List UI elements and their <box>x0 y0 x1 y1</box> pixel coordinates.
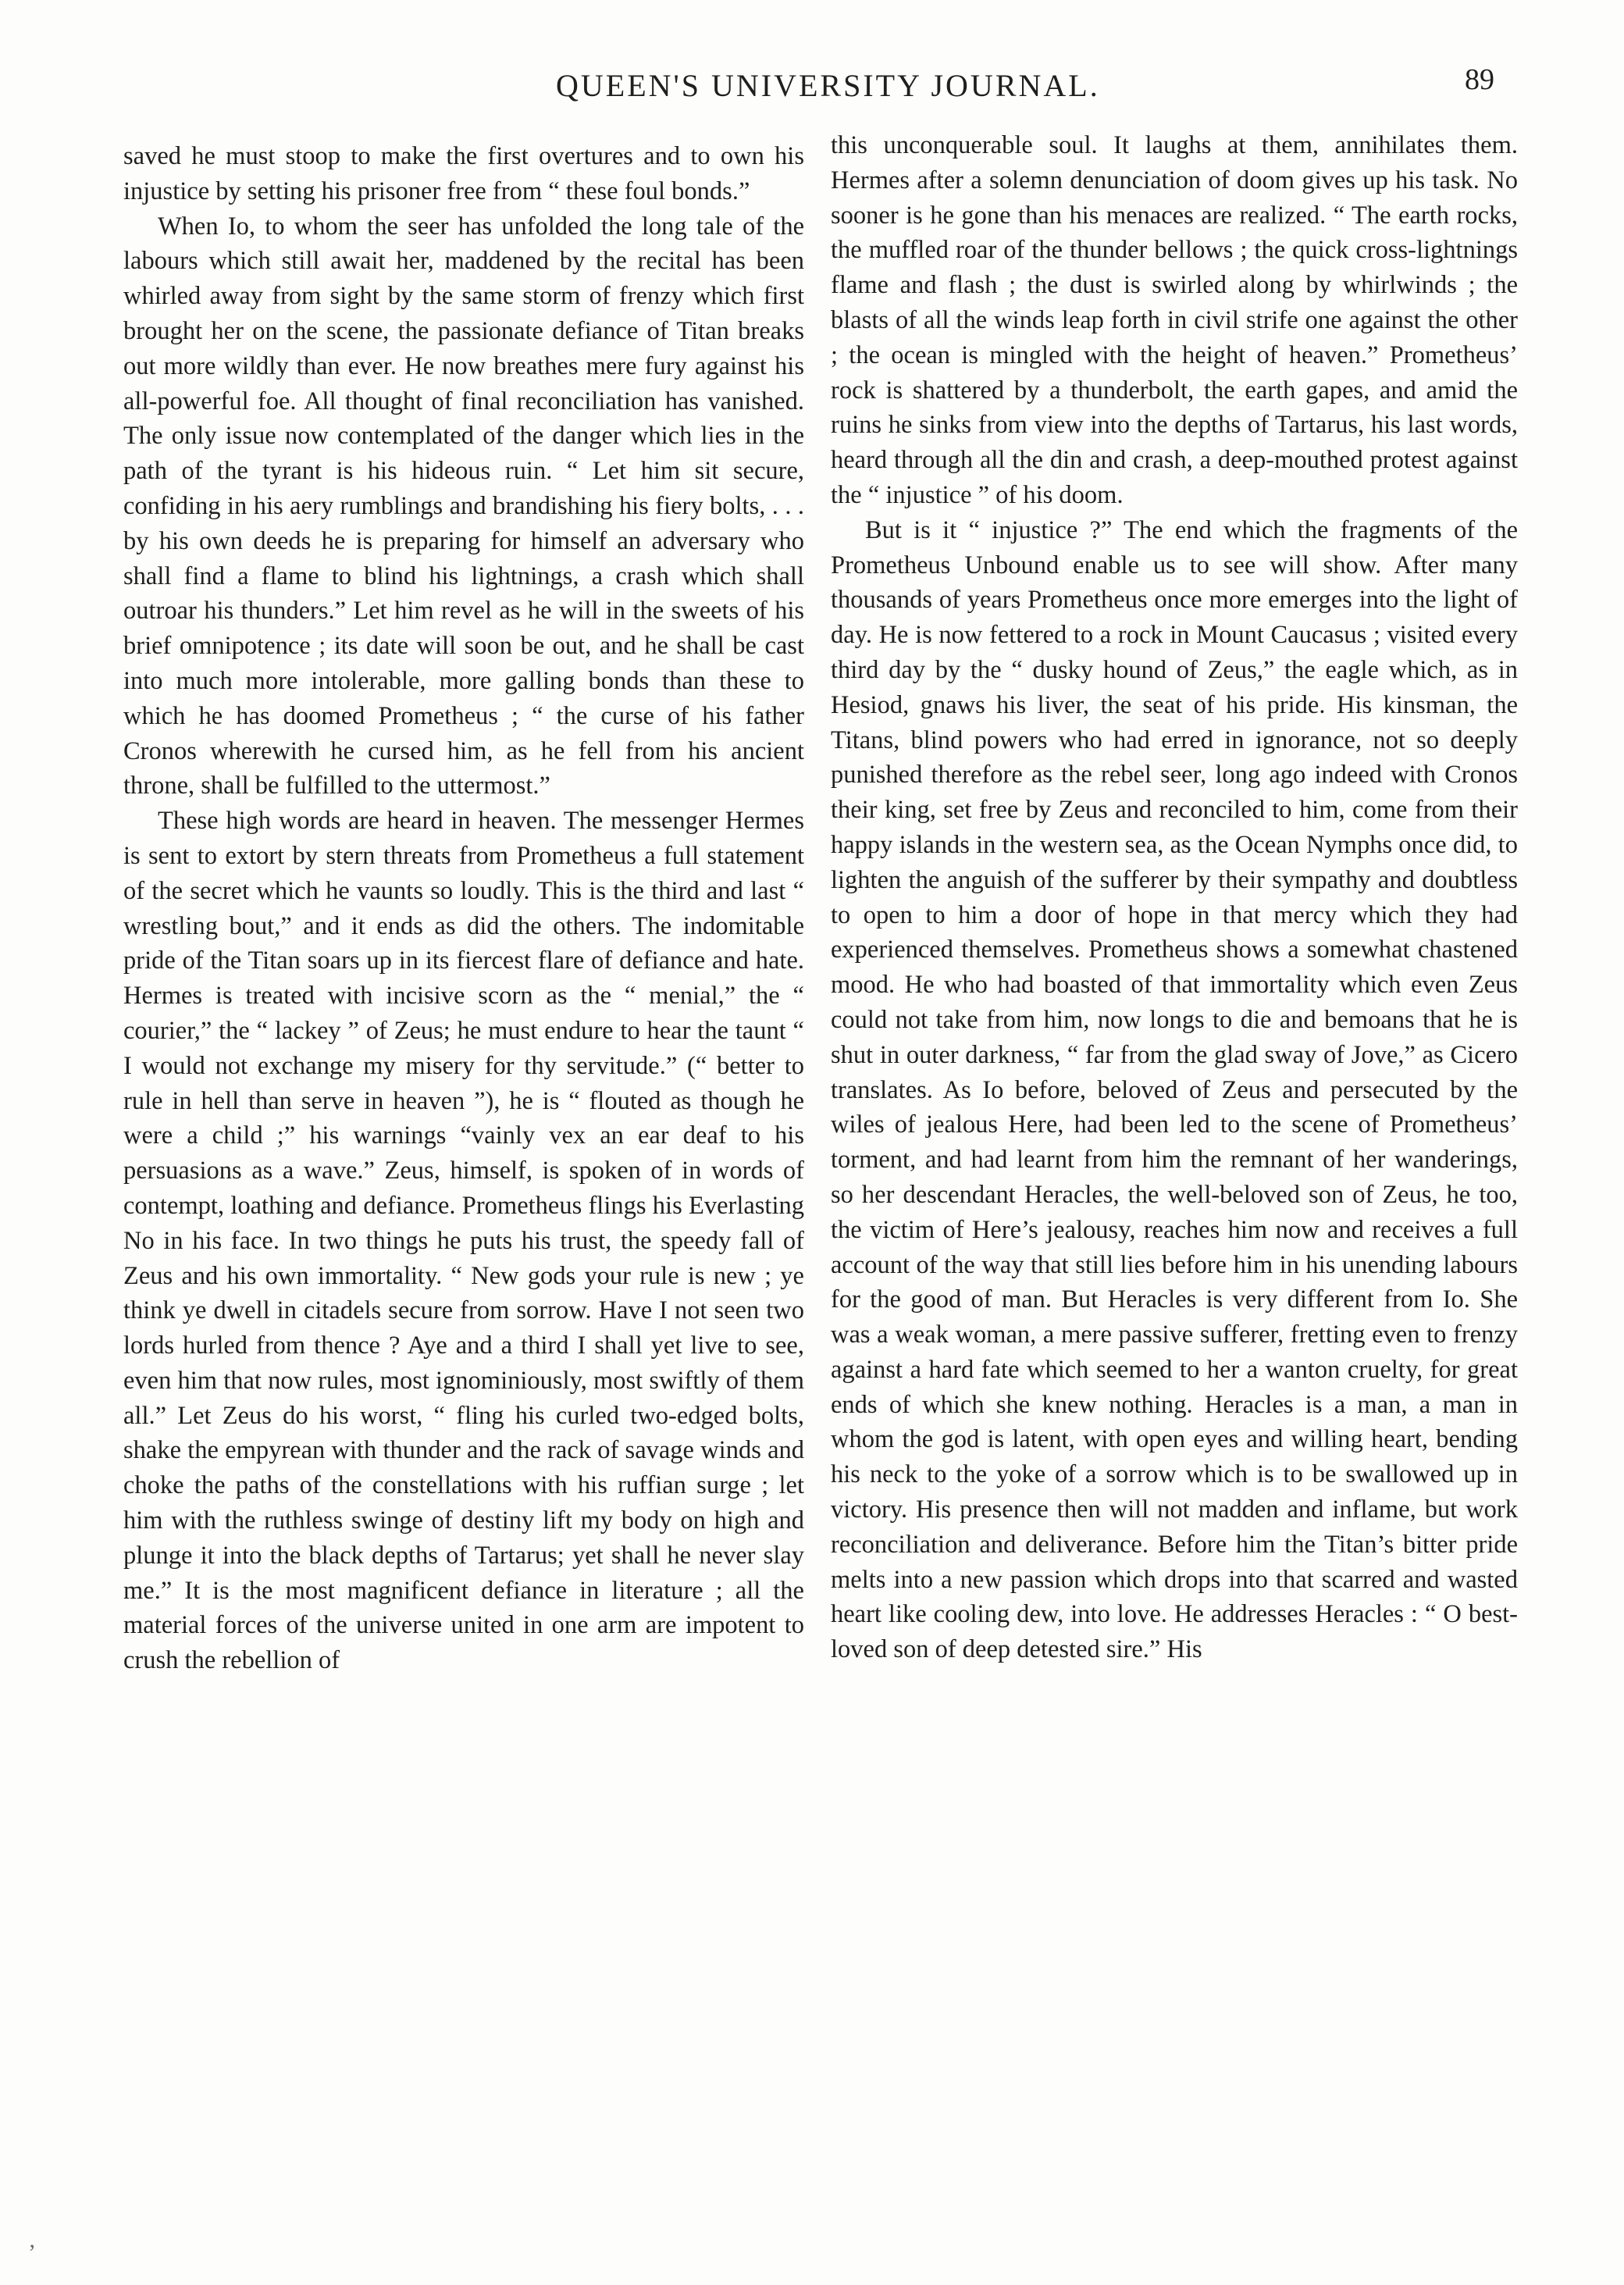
paragraph: These high words are heard in heaven. The messenger Hermes is sent to extort by stern threats from Prometheus a full statement of the secret which he vaunts so loudly. This is the third and last “ wrestling bout,” and it ends as did the others. The indomitable pride of the Titan soars up in its fiercest flare of defiance and hate. Hermes is treated with incisive scorn as the “ menial,” the “ courier,” the “ lackey ” of Zeus; he must endure to hear the taunt “ I would not exchange my misery for thy servitude.” (“ better to rule in hell than serve in heaven ”), he is “ flouted as though he were a child ;” his warnings “vainly vex an ear deaf to his persuasions as a wave.” Zeus, himself, is spoken of in words of contempt, loathing and defiance. Prometheus flings his Everlasting No in his face. In two things he puts his trust, the speedy fall of Zeus and his own immortality. “ New gods your rule is new ; ye think ye dwell in citadels secure from sorrow. Have I not seen two lords hurled from thence ? Aye and a third I shall yet live to see, even him that now rules, most ignominiously, most swiftly of them all.” Let Zeus do his worst, “ fling his curled two-edged bolts, shake the empyrean with thunder and the rack of savage winds and choke the paths of the constellations with his ruffian surge ; let him with the ruthless swinge of destiny lift my body on high and plunge it into the black depths of Tartarus; yet shall he never slay me.” It is the most magnificent defiance in literature ; all the material forces of the universe united in one arm are impotent to crush the rebellion of <box>123 807 804 1675</box>
left-column <box>123 139 804 1678</box>
paragraph: When Io, to whom the seer has unfolded the long tale of the labours which still await her, maddened by the recital has been whirled away from sight by the same storm of frenzy which first brought her on the scene, the passionate defiance of Titan breaks out more wildly than ever. He now breathes mere fury against his all-powerful foe. All thought of final reconciliation has vanished. The only issue now contemplated of the danger which lies in the path of the tyrant is his hideous ruin. “ Let him sit secure, confiding in his aery rumblings and brandishing his fiery bolts, . . . by his own deeds he is preparing for himself an adversary who shall find a flame to blind his lightnings, a crash which shall outroar his thunders.” Let him revel as he will in the sweets of his brief omnipotence ; its date will soon be out, and he shall be cast into much more intolerable, more galling bonds than these to which he has doomed Prometheus ; “ the curse of his father Cronos wherewith he cursed him, as he fell from his ancient throne, shall be fulfilled to the uttermost.” <box>123 212 804 800</box>
journal-title: QUEEN'S UNIVERSITY JOURNAL. <box>556 68 1100 103</box>
right-column <box>831 128 1518 1667</box>
paragraph: saved he must stoop to make the first overtures and to own his injustice by setting his prisoner free from “ these foul bonds.” <box>123 142 804 205</box>
paragraph: this unconquerable soul. It laughs at them, annihilates them. Hermes after a solemn denunciation of doom gives up his task. No sooner is he gone than his menaces are realized. “ The earth rocks, the muffled roar of the thunder bellows ; the quick cross-lightnings flame and flash ; the dust is swirled along by whirlwinds ; the blasts of all the winds leap forth in civil strife one against the other ; the ocean is mingled with the height of heaven.” Prometheus’ rock is shattered by a thunderbolt, the earth gapes, and amid the ruins he sinks from view into the depths of Tartarus, his last words, heard through all the din and crash, a deep-mouthed protest against the “ injustice ” of his doom. <box>831 131 1518 509</box>
paragraph: But is it “ injustice ?” The end which the fragments of the Prometheus Unbound enable us to see will show. After many thousands of years Prometheus once more emerges into the light of day. He is now fettered to a rock in Mount Caucasus ; visited every third day by the “ dusky hound of Zeus,” the eagle which, as in Hesiod, gnaws his liver, the seat of his pride. His kinsman, the Titans, blind powers who had erred in ignorance, not so deeply punished therefore as the rebel seer, long ago indeed with Cronos their king, set free by Zeus and reconciled to him, come from their happy islands in the western sea, as the Ocean Nymphs once did, to lighten the anguish of the sufferer by their sympathy and doubtless to open to him a door of hope in that mercy which they had experienced themselves. Prometheus shows a somewhat chastened mood. He who had boasted of that immortality which even Zeus could not take from him, now longs to die and bemoans that he is shut in outer darkness, “ far from the glad sway of Jove,” as Cicero translates. As Io before, beloved of Zeus and persecuted by the wiles of jealous Here, had been led to the scene of Prometheus’ torment, and had learnt from him the remnant of her wanderings, so her descendant Heracles, the well-beloved son of Zeus, he too, the victim of Here’s jealousy, reaches him now and receives a full account of the way that still lies before him in his unending labours for the good of man. But Heracles is very different from Io. She was a weak woman, a mere passive sufferer, fretting even to frenzy against a hard fate which seemed to her a wanton cruelty, for great ends of which she knew nothing. Heracles is a man, a man in whom the god is latent, with open eyes and willing heart, bending his neck to the yoke of a sorrow which is to be swallowed up in victory. His presence then will not madden and inflame, but work reconciliation and deliverance. Before him the Titan’s bitter pride melts into a new passion which drops into that scarred and wasted heart like cooling dew, into love. He addresses Heracles : “ O best-loved son of deep detested sire.” His <box>831 515 1518 1664</box>
page-number: 89 <box>1465 63 1494 96</box>
running-head <box>0 63 1624 114</box>
margin-mark: ’ <box>28 2240 36 2265</box>
